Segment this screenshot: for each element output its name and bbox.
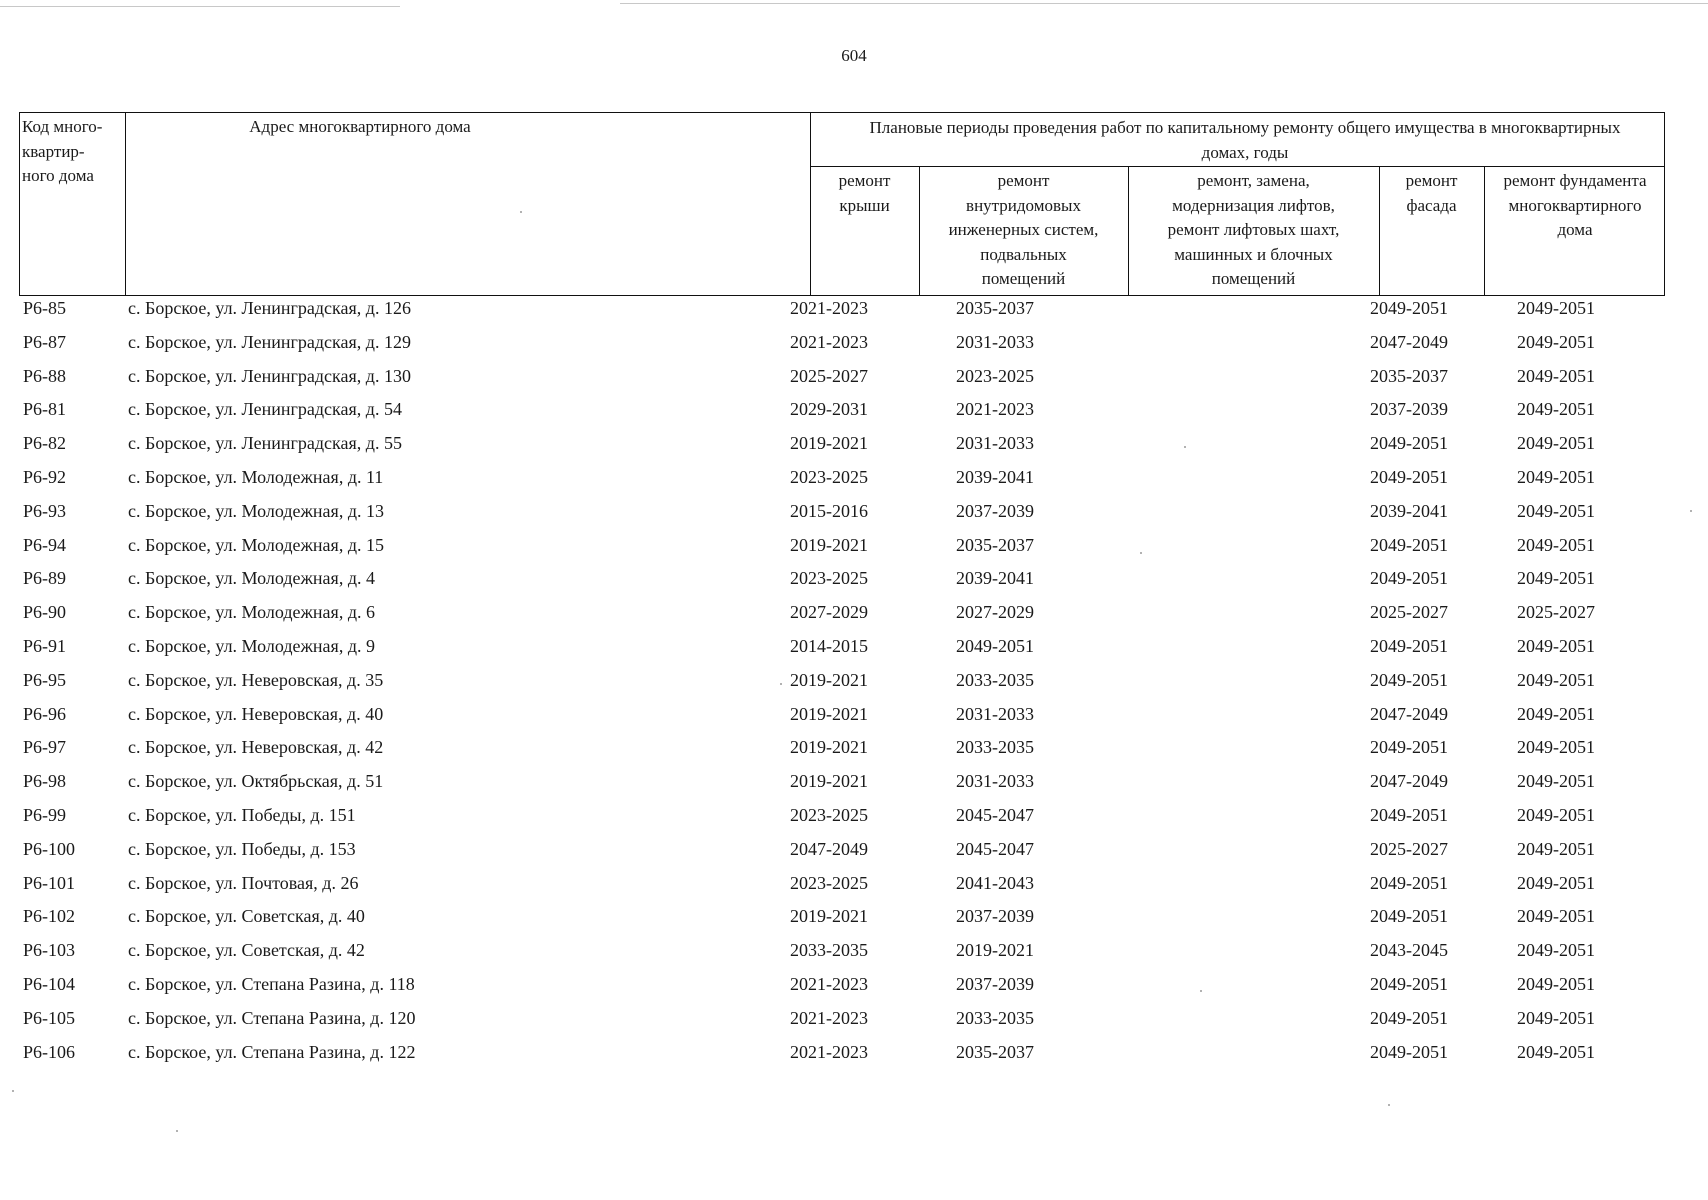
foundation-period: 2049-2051 [1517,1041,1595,1062]
scan-speck [1200,990,1202,992]
facade-period: 2047-2049 [1370,771,1448,792]
facade-period: 2049-2051 [1370,906,1448,927]
house-code: Р6-98 [23,771,67,792]
foundation-period: 2049-2051 [1517,365,1595,386]
roof-period: 2019-2021 [790,534,868,555]
header-lifts: ремонт, замена, модернизация лифтов, ремонт лифтовых шахт, машинных и блочных помещений [1167,171,1340,288]
house-address: с. Борское, ул. Советская, д. 42 [128,940,365,961]
house-address: с. Борское, ул. Победы, д. 153 [128,838,356,859]
engineering-period: 2031-2033 [956,703,1034,724]
foundation-period: 2049-2051 [1517,466,1595,487]
house-address: с. Борское, ул. Неверовская, д. 40 [128,703,384,724]
house-address: с. Борское, ул. Неверовская, д. 35 [128,669,384,690]
table-row [19,668,1665,702]
house-code: Р6-82 [23,433,67,454]
facade-period: 2049-2051 [1370,973,1448,994]
table-row [19,972,1665,1006]
house-address: с. Борское, ул. Молодежная, д. 13 [128,500,384,521]
engineering-period: 2037-2039 [956,973,1034,994]
foundation-period: 2049-2051 [1517,635,1595,656]
table-row [19,364,1665,398]
scan-artifact-line [620,3,1708,4]
roof-period: 2033-2035 [790,940,868,961]
roof-period: 2021-2023 [790,1007,868,1028]
table-row [19,735,1665,769]
table-row [19,803,1665,837]
house-code: Р6-92 [23,466,67,487]
table-row [19,499,1665,533]
foundation-period: 2049-2051 [1517,973,1595,994]
house-code: Р6-85 [23,298,67,318]
roof-period: 2021-2023 [790,331,868,352]
facade-period: 2047-2049 [1370,331,1448,352]
facade-period: 2049-2051 [1370,466,1448,487]
facade-period: 2049-2051 [1370,1041,1448,1062]
table-row [19,431,1665,465]
foundation-period: 2049-2051 [1517,500,1595,521]
house-address: с. Борское, ул. Победы, д. 151 [128,804,356,825]
foundation-period: 2049-2051 [1517,568,1595,589]
header-periods-group: Плановые периоды проведения работ по капитальному ремонту общего имущества в многоквартирных домах, годы [869,118,1621,162]
header-foundation: ремонт фундамента многоквартирного дома [1503,171,1647,239]
facade-period: 2049-2051 [1370,737,1448,758]
house-code: Р6-103 [23,940,76,961]
house-code: Р6-102 [23,906,76,927]
house-address: с. Борское, ул. Молодежная, д. 6 [128,602,375,623]
roof-period: 2023-2025 [790,568,868,589]
scan-speck [176,1130,178,1132]
foundation-period: 2049-2051 [1517,906,1595,927]
foundation-period: 2049-2051 [1517,669,1595,690]
house-address: с. Борское, ул. Ленинградская, д. 54 [128,399,402,420]
house-code: Р6-104 [23,973,76,994]
roof-period: 2021-2023 [790,973,868,994]
house-code: Р6-106 [23,1041,76,1062]
foundation-period: 2049-2051 [1517,872,1595,893]
house-code: Р6-96 [23,703,67,724]
engineering-period: 2035-2037 [956,298,1034,318]
engineering-period: 2045-2047 [956,838,1034,859]
facade-period: 2025-2027 [1370,602,1448,623]
house-code: Р6-99 [23,804,67,825]
facade-period: 2039-2041 [1370,500,1448,521]
facade-period: 2047-2049 [1370,703,1448,724]
table-row [19,634,1665,668]
scan-speck [12,1090,14,1092]
table-row [19,769,1665,803]
table-row [19,296,1665,330]
scan-speck [520,211,522,213]
roof-period: 2023-2025 [790,804,868,825]
house-code: Р6-89 [23,568,67,589]
foundation-period: 2049-2051 [1517,534,1595,555]
facade-period: 2049-2051 [1370,1007,1448,1028]
engineering-period: 2019-2021 [956,940,1034,961]
roof-period: 2019-2021 [790,703,868,724]
house-address: с. Борское, ул. Степана Разина, д. 118 [128,973,415,994]
house-address: с. Борское, ул. Молодежная, д. 15 [128,534,384,555]
roof-period: 2027-2029 [790,602,868,623]
facade-period: 2025-2027 [1370,838,1448,859]
roof-period: 2019-2021 [790,906,868,927]
facade-period: 2037-2039 [1370,399,1448,420]
foundation-period: 2049-2051 [1517,433,1595,454]
header-code: Код много- квартир- ного дома [22,117,103,185]
engineering-period: 2039-2041 [956,568,1034,589]
roof-period: 2029-2031 [790,399,868,420]
house-address: с. Борское, ул. Молодежная, д. 4 [128,568,375,589]
page-number: 604 [841,46,867,65]
header-engineering: ремонт внутридомовых инженерных систем, подвальных помещений [948,171,1099,288]
house-code: Р6-90 [23,602,67,623]
foundation-period: 2049-2051 [1517,940,1595,961]
engineering-period: 2023-2025 [956,365,1034,386]
table-row [19,904,1665,938]
engineering-period: 2031-2033 [956,331,1034,352]
house-code: Р6-97 [23,737,67,758]
house-address: с. Борское, ул. Степана Разина, д. 122 [128,1041,416,1062]
facade-period: 2049-2051 [1370,298,1448,318]
engineering-period: 2033-2035 [956,737,1034,758]
table-body [19,296,1665,1073]
facade-period: 2049-2051 [1370,568,1448,589]
foundation-period: 2049-2051 [1517,298,1595,318]
scan-speck [1388,1104,1390,1106]
table-row [19,465,1665,499]
engineering-period: 2035-2037 [956,534,1034,555]
house-address: с. Борское, ул. Ленинградская, д. 55 [128,433,402,454]
house-address: с. Борское, ул. Советская, д. 40 [128,906,365,927]
table-row [19,938,1665,972]
facade-period: 2049-2051 [1370,872,1448,893]
table-row [19,837,1665,871]
facade-period: 2049-2051 [1370,433,1448,454]
house-address: с. Борское, ул. Ленинградская, д. 129 [128,331,411,352]
house-address: с. Борское, ул. Ленинградская, д. 126 [128,298,411,318]
engineering-period: 2021-2023 [956,399,1034,420]
scan-speck [780,683,782,685]
roof-period: 2021-2023 [790,1041,868,1062]
foundation-period: 2049-2051 [1517,1007,1595,1028]
facade-period: 2043-2045 [1370,940,1448,961]
table-row [19,871,1665,905]
engineering-period: 2031-2033 [956,433,1034,454]
house-address: с. Борское, ул. Молодежная, д. 11 [128,466,384,487]
roof-period: 2025-2027 [790,365,868,386]
engineering-period: 2027-2029 [956,602,1034,623]
foundation-period: 2049-2051 [1517,804,1595,825]
table-row [19,702,1665,736]
header-divider [125,113,126,295]
roof-period: 2023-2025 [790,872,868,893]
house-code: Р6-100 [23,838,76,859]
house-code: Р6-94 [23,534,67,555]
engineering-period: 2037-2039 [956,500,1034,521]
roof-period: 2014-2015 [790,635,868,656]
house-address: с. Борское, ул. Молодежная, д. 9 [128,635,375,656]
table-row [19,1006,1665,1040]
house-code: Р6-87 [23,331,67,352]
engineering-period: 2045-2047 [956,804,1034,825]
scan-speck [1184,446,1186,448]
house-address: с. Борское, ул. Степана Разина, д. 120 [128,1007,416,1028]
foundation-period: 2049-2051 [1517,737,1595,758]
roof-period: 2047-2049 [790,838,868,859]
house-code: Р6-81 [23,399,67,420]
house-code: Р6-95 [23,669,67,690]
house-code: Р6-105 [23,1007,76,1028]
table-row [19,397,1665,431]
table-header [19,112,1665,296]
table-row [19,600,1665,634]
house-address: с. Борское, ул. Октябрьская, д. 51 [128,771,384,792]
facade-period: 2049-2051 [1370,534,1448,555]
facade-period: 2049-2051 [1370,669,1448,690]
scan-speck [1140,552,1142,554]
engineering-period: 2035-2037 [956,1041,1034,1062]
engineering-period: 2039-2041 [956,466,1034,487]
foundation-period: 2025-2027 [1517,602,1595,623]
scan-artifact-line [0,6,400,7]
roof-period: 2023-2025 [790,466,868,487]
facade-period: 2049-2051 [1370,635,1448,656]
roof-period: 2015-2016 [790,500,868,521]
header-roof: ремонт крыши [838,171,891,215]
foundation-period: 2049-2051 [1517,331,1595,352]
house-code: Р6-91 [23,635,67,656]
house-code: Р6-88 [23,365,67,386]
house-address: с. Борское, ул. Неверовская, д. 42 [128,737,384,758]
roof-period: 2021-2023 [790,298,868,318]
facade-period: 2049-2051 [1370,804,1448,825]
table-row [19,566,1665,600]
engineering-period: 2037-2039 [956,906,1034,927]
foundation-period: 2049-2051 [1517,399,1595,420]
scan-speck [1690,510,1692,512]
table-row [19,330,1665,364]
house-address: с. Борское, ул. Ленинградская, д. 130 [128,365,411,386]
foundation-period: 2049-2051 [1517,771,1595,792]
house-code: Р6-93 [23,500,67,521]
engineering-period: 2033-2035 [956,669,1034,690]
roof-period: 2019-2021 [790,771,868,792]
roof-period: 2019-2021 [790,669,868,690]
header-address: Адрес многоквартирного дома [249,117,471,136]
house-code: Р6-101 [23,872,76,893]
house-address: с. Борское, ул. Почтовая, д. 26 [128,872,359,893]
header-divider [810,166,1664,167]
foundation-period: 2049-2051 [1517,703,1595,724]
foundation-period: 2049-2051 [1517,838,1595,859]
engineering-period: 2049-2051 [956,635,1034,656]
table-row [19,533,1665,567]
roof-period: 2019-2021 [790,737,868,758]
engineering-period: 2033-2035 [956,1007,1034,1028]
engineering-period: 2031-2033 [956,771,1034,792]
table-row [19,1040,1665,1074]
roof-period: 2019-2021 [790,433,868,454]
engineering-period: 2041-2043 [956,872,1034,893]
header-facade: ремонт фасада [1405,171,1458,215]
facade-period: 2035-2037 [1370,365,1448,386]
